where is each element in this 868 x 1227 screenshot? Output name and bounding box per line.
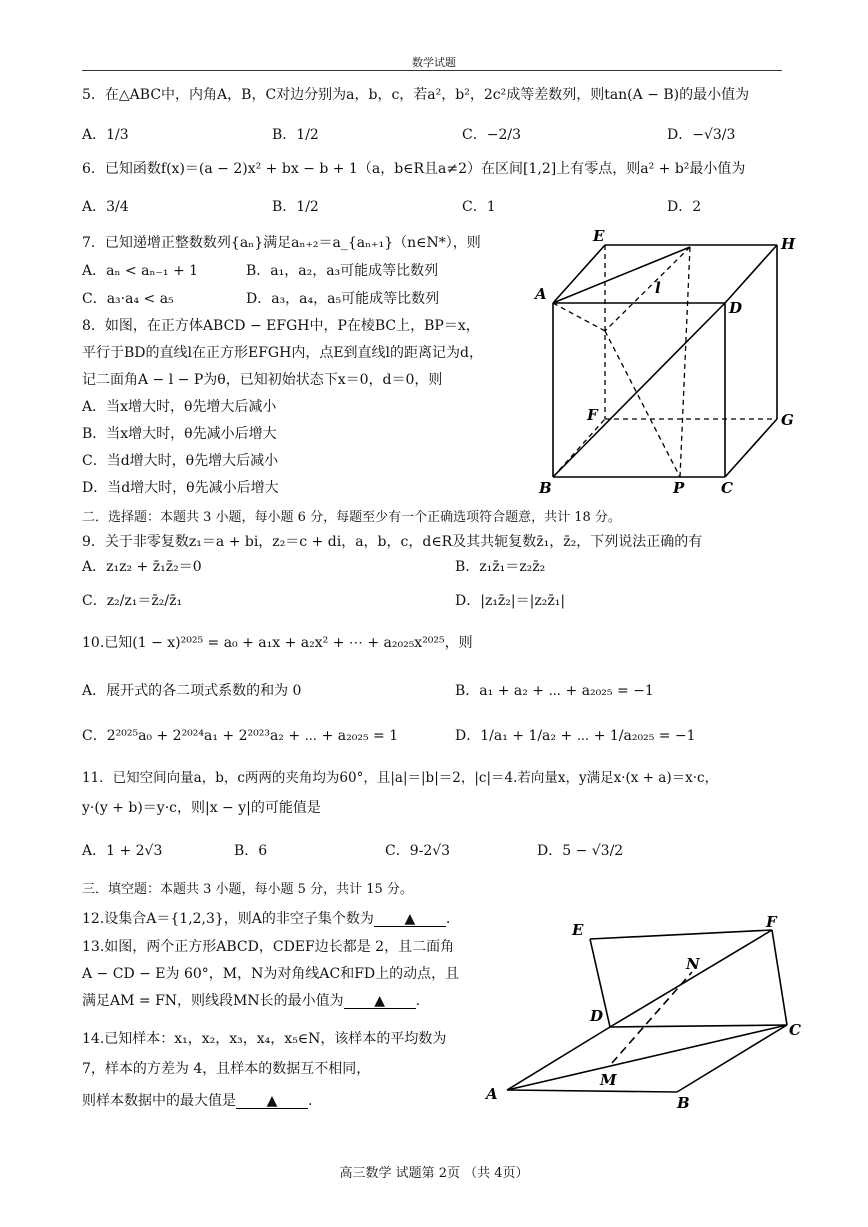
- fig2-label-b: B: [677, 1094, 690, 1112]
- fig1-label-h: H: [781, 235, 796, 253]
- section-2-heading: 二．选择题：本题共 3 小题，每小题 6 分，每题至少有一个正确选项符合题意，共计 18 分。: [82, 510, 621, 525]
- q13-line-1: 13.如图，两个正方形ABCD，CDEF边长都是 2，且二面角: [82, 939, 455, 955]
- page-footer: 高三数学 试题第 2页 （共 4页）: [339, 1166, 529, 1181]
- two-squares-figure: [482, 915, 812, 1115]
- section-3-heading: 三．填空题：本题共 3 小题，每小题 5 分，共计 15 分。: [82, 882, 413, 897]
- fig1-label-f: F: [587, 406, 598, 424]
- q8-line-2: 平行于BD的直线l在正方形EFGH内，点E到直线l的距离记为d，: [82, 345, 483, 361]
- q14-line-2: 7，样本的方差为 4，且样本的数据互不相同，: [82, 1061, 371, 1077]
- fig1-label-e: E: [593, 227, 605, 245]
- cube-figure: [525, 225, 805, 500]
- q10-option-b: B．a₁ + a₂ + ⋯ + a₂₀₂₅ = −1: [455, 683, 654, 699]
- q11-option-b: B．6: [234, 843, 268, 859]
- q14-answer-blank: ▲: [236, 1094, 308, 1109]
- q8-option-c: C．当d增大时，θ先增大后减小: [82, 453, 279, 469]
- q13-line-3: [82, 990, 420, 1010]
- q11-line-1: 11．已知空间向量a，b，c两两的夹角均为60°，且|a|＝|b|＝2，|c|＝4.若向量x，y满足x·(x + a)＝x·c，: [82, 770, 719, 786]
- fig2-label-c: C: [789, 1021, 801, 1039]
- q5-option-c: C．−2/3: [462, 127, 521, 143]
- q13-line-2: A − CD − E为 60°，M，N为对角线AC和FD上的动点，且: [82, 966, 460, 982]
- q11-option-d: D．5 − √3/2: [537, 843, 624, 859]
- q10-option-c: C．2²⁰²⁵a₀ + 2²⁰²⁴a₁ + 2²⁰²³a₂ + ⋯ + a₂₀₂₅ = 1: [82, 728, 399, 744]
- q8-option-d: D．当d增大时，θ先减小后增大: [82, 480, 279, 496]
- fig1-label-a: A: [535, 285, 547, 303]
- q6-option-d: D．2: [667, 199, 702, 215]
- q9-option-b: B．z₁z̄₁＝z₂z̄₂: [455, 559, 546, 575]
- fig1-label-c: C: [721, 479, 733, 497]
- q11-option-c: C．9-2√3: [385, 843, 451, 859]
- q8-option-a: A．当x增大时，θ先增大后减小: [82, 399, 277, 415]
- fig2-label-f: F: [766, 915, 777, 931]
- q10-option-a: A．展开式的各二项式系数的和为 0: [82, 683, 302, 699]
- fig2-label-e: E: [572, 921, 584, 939]
- fig1-label-p: P: [673, 479, 685, 497]
- q12-text: 12.设集合A＝{1,2,3}，则A的非空子集个数为: [82, 911, 374, 927]
- q7-option-a: A．aₙ < aₙ₋₁ + 1: [82, 263, 199, 279]
- q6-option-a: A．3/4: [82, 199, 129, 215]
- fig1-label-d: D: [729, 299, 743, 317]
- q10-stem: 10.已知(1 − x)²⁰²⁵ = a₀ + a₁x + a₂x² + ⋯ + a₂₀₂₅x²⁰²⁵，则: [82, 635, 473, 651]
- q14-line-3: [82, 1090, 312, 1110]
- q5-option-d: D．−√3/3: [667, 127, 736, 143]
- q8-line-1: 8．如图，在正方体ABCD − EFGH中，P在棱BC上，BP＝x，: [82, 318, 480, 334]
- header-rule: [82, 70, 782, 71]
- fig2-label-m: M: [600, 1071, 617, 1089]
- q8-option-b: B．当x增大时，θ先减小后增大: [82, 426, 277, 442]
- q6-option-b: B．1/2: [272, 199, 319, 215]
- fig2-label-d: D: [590, 1007, 604, 1025]
- q10-option-d: D．1/a₁ + 1/a₂ + ⋯ + 1/a₂₀₂₅ = −1: [455, 728, 696, 744]
- page-header: 数学试题: [412, 56, 456, 69]
- q5-option-b: B．1/2: [272, 127, 319, 143]
- q13-text: 满足AM = FN，则线段MN长的最小值为: [82, 993, 344, 1009]
- fig2-label-n: N: [686, 955, 700, 973]
- q9-option-d: D．|z₁z̄₂|＝|z₂z̄₁|: [455, 593, 566, 609]
- fig1-label-b: B: [539, 479, 552, 497]
- q13-answer-blank: ▲: [344, 994, 416, 1009]
- q5-stem: 5．在△ABC中，内角A，B，C对边分别为a，b，c，若a²，b²，2c²成等差数列，则tan(A − B)的最小值为: [82, 87, 750, 103]
- q9-option-a: A．z₁z₂ + z̄₁z̄₂＝0: [82, 559, 202, 575]
- q13-period: .: [415, 993, 421, 1009]
- q7-stem: 7．已知递增正整数数列{aₙ}满足aₙ₊₂＝a_{aₙ₊₁}（n∈N*），则: [82, 235, 481, 251]
- q11-line-2: y·(y + b)＝y·c，则|x − y|的可能值是: [82, 800, 321, 816]
- q7-option-b: B．a₁，a₂，a₃可能成等比数列: [246, 263, 439, 279]
- q5-option-a: A．1/3: [82, 127, 129, 143]
- q7-option-d: D．a₃，a₄，a₅可能成等比数列: [246, 291, 440, 307]
- q12-stem: [82, 908, 450, 928]
- q8-line-3: 记二面角A − l − P为θ，已知初始状态下x＝0，d＝0，则: [82, 372, 443, 388]
- q9-stem: 9．关于非零复数z₁＝a + bi，z₂＝c + di，a，b，c，d∈R及其共轭复数z̄₁，z̄₂，下列说法正确的有: [82, 534, 703, 550]
- fig1-label-g: G: [781, 411, 794, 429]
- q14-period: .: [308, 1093, 313, 1109]
- q14-text: 则样本数据中的最大值是: [82, 1093, 236, 1109]
- q12-answer-blank: ▲: [374, 912, 446, 927]
- q6-option-c: C．1: [462, 199, 496, 215]
- fig2-label-a: A: [486, 1085, 498, 1103]
- q11-option-a: A．1 + 2√3: [82, 843, 163, 859]
- q9-option-c: C．z₂/z₁＝z̄₂/z̄₁: [82, 593, 183, 609]
- q14-line-1: 14.已知样本：x₁，x₂，x₃，x₄，x₅∈N，该样本的平均数为: [82, 1031, 447, 1047]
- q6-stem: 6．已知函数f(x)＝(a − 2)x² + bx − b + 1（a，b∈R且a≠2）在区间[1,2]上有零点，则a² + b²最小值为: [82, 161, 746, 177]
- q7-option-c: C．a₃·a₄ < a₅: [82, 291, 174, 307]
- q12-period: .: [445, 911, 451, 927]
- fig1-label-l: l: [655, 279, 661, 297]
